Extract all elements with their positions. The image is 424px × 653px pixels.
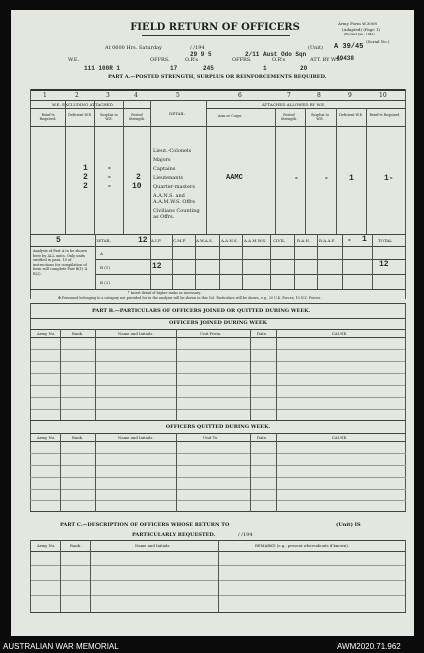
ors-label-2: O.R's [272, 57, 286, 63]
quitted-header-top [30, 433, 406, 434]
col-num-2: 2 [75, 92, 79, 99]
analysis-line-2 [95, 274, 406, 275]
col-num-10: 10 [379, 92, 387, 99]
analysis-divider-10 [342, 234, 343, 289]
rank-majors: Majors [153, 157, 171, 163]
part-c-left-border [30, 540, 31, 612]
col-num-6: 6 [238, 92, 242, 99]
unit-label: (Unit) [308, 45, 323, 51]
typed-col3-2: - [107, 173, 112, 182]
joined-row-2 [30, 361, 406, 362]
typed-col4-2: 10 [132, 182, 142, 191]
analysis-bottom-line [30, 289, 406, 290]
quitted-col-unit-to: Unit To. [203, 435, 219, 440]
total-label: TOTAL [378, 238, 392, 243]
part-c-bottom [30, 612, 406, 613]
part-a-top-border [30, 89, 406, 91]
col-divider-6 [275, 108, 276, 234]
col-divider-9 [366, 108, 367, 234]
col-divider-2 [94, 100, 95, 234]
quitted-row-2 [30, 465, 406, 466]
analysis-text: Analysis of Part A to be shown here by ALL units. Only units entitled in para. 10 of instructions for compilation of form will complete Part B(1) & B(2). [33, 249, 88, 276]
joined-divider-1 [60, 329, 61, 420]
rank-quarter-masters: Quarter-masters [153, 184, 195, 190]
form-title: FIELD RETURN OF OFFICERS [130, 22, 300, 33]
col-num-7: 7 [287, 92, 291, 99]
aans-label: A.A.N.S. [221, 238, 238, 243]
totals-c1: 5 [56, 236, 61, 245]
totals-c9: 1 [362, 235, 367, 244]
offrs-label-2: OFFRS. [232, 57, 252, 63]
posted-header: Posted Strength. [128, 113, 146, 121]
part-a-left-border [30, 89, 31, 299]
col-num-5: 5 [176, 92, 180, 99]
analysis-divider-11 [372, 234, 373, 289]
footer-institution: AUSTRALIAN WAR MEMORIAL [3, 642, 119, 651]
totals-c4: 12 [138, 236, 148, 245]
att-by-we-label: ATT. BY W.E. [310, 57, 343, 63]
typed-date: 29 9 5 [190, 51, 212, 58]
part-c-col-rank: Rank. [70, 543, 82, 548]
typed-unit: 2/11 Aust Odo Sqn [245, 51, 307, 58]
analysis-divider-5 [219, 234, 220, 289]
col-num-9: 9 [348, 92, 352, 99]
typed-col3-3: - [107, 182, 112, 191]
deficient2-header: Deficient W.E. [338, 113, 364, 117]
col-divider-5 [206, 100, 207, 234]
rank-captains: Captains [153, 166, 176, 172]
typed-offrs-2: 1 [263, 65, 267, 72]
date-blank: / /194 [190, 45, 205, 51]
joined-col-rank: Rank. [72, 331, 84, 336]
totals-top-line [30, 234, 406, 235]
totals-dash: - [347, 236, 352, 245]
detail-header: DETAIL [169, 111, 185, 116]
totals-detail-label: DETAIL [95, 238, 111, 243]
typed-ors-2: 20 [300, 65, 308, 72]
analysis-divider-4 [195, 234, 196, 289]
deficient-header: Deficient W.E. [67, 113, 93, 117]
col-divider-8 [336, 108, 337, 234]
typed-col7: - [294, 174, 299, 183]
quitted-col-army-no: Army No. [37, 435, 56, 440]
part-c-divider-3 [218, 540, 219, 612]
joined-row-4 [30, 385, 406, 386]
part-c-date: / /194 [238, 532, 253, 538]
col-divider-7 [305, 108, 306, 234]
part-c-col-name: Name and Initials. [135, 543, 171, 548]
ors-label: O.R's [185, 57, 199, 63]
typed-offrs: 17 [170, 65, 178, 72]
analysis-divider-8 [294, 234, 295, 289]
at-hrs-label: At 0600 Hrs. Saturday [105, 45, 162, 51]
offrs-label: OFFRS. [150, 57, 170, 63]
col-num-1: 1 [43, 92, 47, 99]
part-c-line1: PART C.—DESCRIPTION OF OFFICERS WHOSE RETURN TO [60, 522, 230, 528]
att-sub-line [206, 108, 406, 109]
joined-col-unit-from: Unit From. [200, 331, 222, 336]
army-form-label: Army Form W.3008 [338, 21, 377, 26]
typed-col8: - [324, 174, 329, 183]
joined-header-bottom [30, 337, 406, 338]
joined-row-5 [30, 397, 406, 398]
rank-aans: A.A.N.S. and A.A.M.W.S. Offrs [153, 193, 195, 205]
archive-footer [0, 640, 424, 653]
typed-arm-corps: AAMC [226, 174, 243, 182]
col-divider-4 [150, 100, 151, 234]
analysis-row-b2: B (2) [100, 280, 110, 285]
cmf-label: C.M.F. [173, 238, 186, 243]
typed-we: 111 100R 1 [84, 65, 121, 72]
part-c-divider-2 [90, 540, 91, 612]
quitted-title: OFFICERS QUITTED DURING WEEK. [165, 424, 271, 430]
col-num-row-line [30, 100, 406, 101]
posted2-header: Posted Strength. [280, 113, 298, 121]
col-num-8: 8 [317, 92, 321, 99]
part-a-title: PART A.—POSTED STRENGTH, SURPLUS OR REINFORCEMENTS REQUIRED. [108, 74, 327, 80]
quitted-col-cause: CAUSE. [332, 435, 348, 440]
header-bottom-line [30, 126, 406, 127]
typed-col3-1: - [107, 164, 112, 173]
joined-col-date: Date. [257, 331, 268, 336]
quitted-header-bottom [30, 441, 406, 442]
joined-divider-3 [176, 329, 177, 420]
ran-label: R.A.N. [297, 238, 310, 243]
note-2: ✠ Personnel belonging to a category not provided for in the analysis will be shown in this Col. Particulars will be shown, e.g., 20 U.K. Forces; 10 N.Z. Forces. [58, 296, 322, 300]
awas-label: A.W.A.S. [196, 238, 213, 243]
serial-value: 49438 [336, 55, 355, 62]
quitted-row-5 [30, 500, 406, 501]
joined-bottom [30, 420, 406, 421]
col-num-3: 3 [106, 92, 110, 99]
we-excluding-header: W.E. EXCLUDING ATTACHED. [52, 102, 115, 107]
joined-col-army-no: Army No. [37, 331, 56, 336]
quitted-divider-2 [95, 433, 96, 511]
analysis-divider-2 [150, 234, 151, 289]
joined-row-1 [30, 349, 406, 350]
surplus2-header: Surplus to W.E. [311, 113, 329, 121]
analysis-divider-3 [172, 234, 173, 289]
joined-header-top [30, 329, 406, 330]
part-a-right-border [405, 89, 406, 299]
aamws-label: A.A.M.W.S. [244, 238, 267, 243]
rank-civilians: Civilians Counting as Offrs. [153, 208, 200, 220]
part-b-title-line [30, 318, 406, 319]
analysis-divider-7 [270, 234, 271, 289]
part-b-right-border [405, 303, 406, 511]
part-b-title: PART B.—PARTICULARS OF OFFICERS JOINED OR QUITTED DURING WEEK. [92, 308, 311, 314]
quitted-row-4 [30, 489, 406, 490]
joined-col-name: Name and Initials. [118, 331, 154, 336]
col-divider-1 [65, 100, 66, 234]
part-c-line2: PARTICULARLY REQUESTED. [132, 532, 216, 538]
part-c-right-border [405, 540, 406, 612]
attached-allowed-header: ATTACHED ALLOWED BY W.E. [262, 102, 326, 107]
quitted-row-3 [30, 477, 406, 478]
quitted-bottom [30, 511, 406, 512]
quitted-row-1 [30, 453, 406, 454]
analysis-row-a: A [100, 251, 103, 256]
rank-lieut-colonels: Lieut.-Colonels [153, 148, 192, 154]
part-c-col-army-no: Army No. [37, 543, 56, 548]
analysis-divider-1 [95, 234, 96, 289]
raaf-label: R.A.A.F. [319, 238, 336, 243]
quitted-divider-5 [276, 433, 277, 511]
typed-ors: 245 [203, 65, 214, 72]
analysis-divider-9 [317, 234, 318, 289]
analysis-row-b1: B (1) [100, 265, 110, 270]
rank-lieutenants: Lieutenants [153, 175, 184, 181]
quitted-divider-4 [250, 433, 251, 511]
totals-bottom-line [30, 246, 406, 247]
quitted-col-rank: Rank. [72, 435, 84, 440]
col-divider-3 [123, 100, 124, 234]
joined-divider-4 [250, 329, 251, 420]
quitted-col-name: Name and Initials. [118, 435, 154, 440]
adapted-label: (Adapted) (Page 1) [342, 27, 381, 32]
aif-label: A.I.F. [151, 238, 162, 243]
joined-title: OFFICERS JOINED DURING WEEK [169, 320, 267, 326]
we-label: W.E. [68, 57, 80, 63]
part-c-divider-1 [60, 540, 61, 612]
joined-divider-5 [276, 329, 277, 420]
analysis-line-1 [95, 259, 406, 260]
reinf-header: Reinf'ts Required. [39, 113, 57, 121]
serial-no-label: (Serial No.) [366, 39, 390, 44]
revised-label: (Revised Jan., 1943) [344, 32, 375, 36]
joined-row-6 [30, 409, 406, 410]
arm-corps-header: Arm or Corps. [218, 114, 243, 118]
footer-accession-number: AWM2020.71.962 [337, 642, 401, 651]
part-b-left-border [30, 303, 31, 511]
part-c-unit-is: (Unit) IS [336, 522, 361, 528]
quitted-col-date: Date. [257, 435, 268, 440]
typed-col2-captains: 1 [83, 164, 88, 173]
reinf2-header: Reinf'ts Required. [369, 113, 401, 117]
part-b-top-line [30, 303, 406, 304]
analysis-total-value: 12 [379, 260, 389, 269]
title-underline [142, 35, 290, 36]
note-1: * Insert detail of higher ranks as necessary. [128, 291, 201, 295]
analysis-divider-6 [242, 234, 243, 289]
col-num-4: 4 [134, 92, 138, 99]
typed-col2-lieutenants: 2 [83, 173, 88, 182]
joined-col-cause: CAUSE. [332, 331, 348, 336]
typed-col4-1: 2 [136, 173, 141, 182]
joined-row-3 [30, 373, 406, 374]
we-sub-line [30, 108, 150, 109]
surplus-header: Surplus to W.E. [100, 113, 118, 121]
typed-col9: 1 [349, 174, 354, 183]
typed-col2-qm: 2 [83, 182, 88, 191]
quitted-divider-1 [60, 433, 61, 511]
quitted-divider-3 [176, 433, 177, 511]
unit-stamp: A 39/45 [334, 43, 364, 51]
joined-divider-2 [95, 329, 96, 420]
part-c-col-remarks: REMARKS (e.g., present whereabouts if known). [255, 543, 349, 548]
analysis-b1-value: 12 [152, 262, 162, 271]
typed-col10: 1- [384, 174, 394, 183]
civil-label: CIVIL [273, 238, 285, 243]
